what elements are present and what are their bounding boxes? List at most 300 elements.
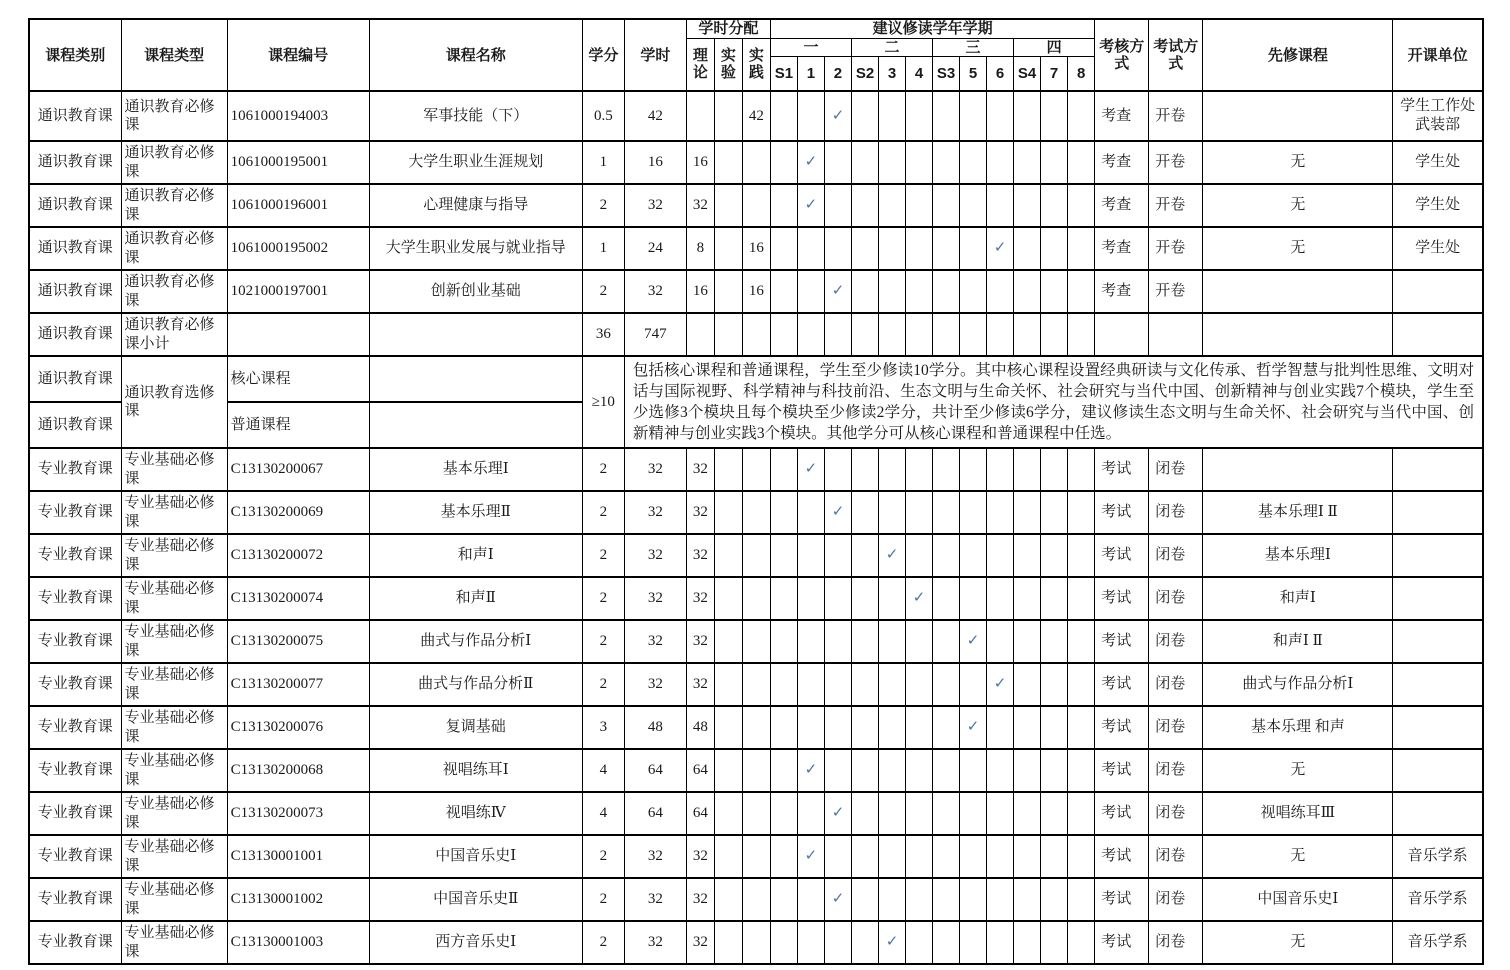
- semester-cell: [960, 577, 987, 620]
- cell-prereq: [1203, 448, 1393, 491]
- semester-cell: [906, 663, 933, 706]
- semester-cell: [1014, 534, 1041, 577]
- cell-credits: 2: [582, 878, 624, 921]
- header-year-1: 一: [770, 38, 851, 56]
- check-icon: ✓: [797, 141, 824, 184]
- cell-name: 复调基础: [369, 706, 582, 749]
- cell-assess: 考查: [1095, 91, 1149, 141]
- semester-cell: [1068, 534, 1095, 577]
- semester-cell: [1014, 313, 1041, 356]
- check-icon: ✓: [824, 491, 851, 534]
- semester-cell: [987, 313, 1014, 356]
- cell-prereq: 无: [1203, 227, 1393, 270]
- cell-exam: 闭卷: [1149, 663, 1203, 706]
- cell-theory: 32: [686, 491, 714, 534]
- check-icon: ✓: [879, 534, 906, 577]
- check-icon: ✓: [960, 706, 987, 749]
- cell-lab: [714, 749, 742, 792]
- semester-cell: [960, 491, 987, 534]
- semester-cell: [1068, 577, 1095, 620]
- cell-type: 专业基础必修课: [121, 921, 227, 964]
- cell-category: 专业教育课: [29, 491, 121, 534]
- cell-exam: 开卷: [1149, 184, 1203, 227]
- semester-cell: [933, 921, 960, 964]
- cell-credits: 2: [582, 491, 624, 534]
- cell-unit: 音乐学系: [1393, 835, 1483, 878]
- cell-practice: [742, 792, 770, 835]
- semester-cell: [1041, 448, 1068, 491]
- cell-prereq: 无: [1203, 835, 1393, 878]
- cell-prereq: 中国音乐史Ⅰ: [1203, 878, 1393, 921]
- table-row: [29, 91, 1483, 141]
- header-hours-dist: 学时分配: [686, 19, 770, 38]
- cell-code: C13130001003: [227, 921, 369, 964]
- cell-theory: 32: [686, 534, 714, 577]
- semester-cell: [960, 878, 987, 921]
- semester-cell: [797, 91, 824, 141]
- cell-prereq: [1203, 270, 1393, 313]
- header-sem-2: 2: [824, 56, 851, 91]
- cell-name: 和声Ⅰ: [369, 534, 582, 577]
- cell-assess: 考试: [1095, 620, 1149, 663]
- semester-cell: [770, 706, 797, 749]
- semester-cell: [1041, 141, 1068, 184]
- semester-cell: [824, 921, 851, 964]
- cell-code: C13130200068: [227, 749, 369, 792]
- cell-credits: 2: [582, 577, 624, 620]
- semester-cell: [1068, 313, 1095, 356]
- semester-cell: [1041, 663, 1068, 706]
- cell-theory: 48: [686, 706, 714, 749]
- semester-cell: [1068, 141, 1095, 184]
- semester-cell: [987, 792, 1014, 835]
- cell-credits: 4: [582, 749, 624, 792]
- semester-cell: [824, 534, 851, 577]
- cell-assess: 考试: [1095, 448, 1149, 491]
- curriculum-table: [28, 18, 1484, 965]
- cell-lab: [714, 577, 742, 620]
- semester-cell: [879, 620, 906, 663]
- cell-unit: [1393, 270, 1483, 313]
- check-icon: ✓: [824, 792, 851, 835]
- cell-unit: [1393, 663, 1483, 706]
- semester-cell: [933, 448, 960, 491]
- header-semester-plan: 建议修读学年学期: [770, 19, 1094, 38]
- cell-category: 专业教育课: [29, 792, 121, 835]
- header-sem-s4: S4: [1014, 56, 1041, 91]
- semester-cell: [851, 448, 878, 491]
- cell-code: [227, 313, 369, 356]
- cell-category: 通识教育课: [29, 270, 121, 313]
- cell-name: 心理健康与指导: [369, 184, 582, 227]
- cell-prereq: 基本乐理Ⅰ: [1203, 534, 1393, 577]
- cell-category: 通识教育课: [29, 313, 121, 356]
- cell-code: 普通课程: [227, 402, 369, 448]
- cell-code: C13130200073: [227, 792, 369, 835]
- cell-unit: [1393, 534, 1483, 577]
- cell-assess: 考试: [1095, 835, 1149, 878]
- cell-exam: 闭卷: [1149, 620, 1203, 663]
- cell-lab: [714, 141, 742, 184]
- semester-cell: [906, 141, 933, 184]
- semester-cell: [1041, 835, 1068, 878]
- cell-hours: 32: [624, 878, 686, 921]
- cell-category: 专业教育课: [29, 448, 121, 491]
- table-row: [29, 270, 1483, 313]
- cell-assess: 考试: [1095, 792, 1149, 835]
- cell-credits: 3: [582, 706, 624, 749]
- cell-unit: 音乐学系: [1393, 921, 1483, 964]
- semester-cell: [933, 835, 960, 878]
- cell-type: 专业基础必修课: [121, 577, 227, 620]
- cell-unit: [1393, 620, 1483, 663]
- cell-type: 专业基础必修课: [121, 534, 227, 577]
- cell-theory: [686, 91, 714, 141]
- header-sem-1: 1: [797, 56, 824, 91]
- cell-name: 基本乐理Ⅰ: [369, 448, 582, 491]
- cell-lab: [714, 792, 742, 835]
- semester-cell: [1041, 921, 1068, 964]
- semester-cell: [879, 270, 906, 313]
- semester-cell: [933, 270, 960, 313]
- semester-cell: [906, 749, 933, 792]
- header-credits: 学分: [582, 19, 624, 91]
- cell-name: [369, 402, 582, 448]
- cell-assess: 考查: [1095, 227, 1149, 270]
- semester-cell: [797, 313, 824, 356]
- cell-practice: [742, 448, 770, 491]
- semester-cell: [1041, 749, 1068, 792]
- check-icon: ✓: [960, 620, 987, 663]
- cell-theory: 32: [686, 878, 714, 921]
- cell-name: 基本乐理Ⅱ: [369, 491, 582, 534]
- semester-cell: [1041, 184, 1068, 227]
- cell-theory: 32: [686, 577, 714, 620]
- semester-cell: [824, 184, 851, 227]
- header-sem-8: 8: [1068, 56, 1095, 91]
- semester-cell: [879, 141, 906, 184]
- semester-cell: [1014, 577, 1041, 620]
- table-row: [29, 356, 1483, 402]
- semester-cell: [933, 491, 960, 534]
- semester-cell: [851, 663, 878, 706]
- check-icon: ✓: [824, 878, 851, 921]
- cell-credits: 2: [582, 270, 624, 313]
- cell-type: 专业基础必修课: [121, 749, 227, 792]
- cell-practice: 16: [742, 270, 770, 313]
- semester-cell: [1041, 706, 1068, 749]
- cell-category: 专业教育课: [29, 835, 121, 878]
- cell-credits: ≥10: [582, 356, 624, 448]
- semester-cell: [770, 270, 797, 313]
- semester-cell: [1041, 313, 1068, 356]
- semester-cell: [1068, 878, 1095, 921]
- cell-theory: 32: [686, 184, 714, 227]
- semester-cell: [987, 878, 1014, 921]
- cell-prereq: 基本乐理 和声: [1203, 706, 1393, 749]
- cell-hours: 32: [624, 835, 686, 878]
- semester-cell: [824, 663, 851, 706]
- semester-cell: [1041, 534, 1068, 577]
- semester-cell: [770, 878, 797, 921]
- cell-lab: [714, 227, 742, 270]
- semester-cell: [906, 878, 933, 921]
- semester-cell: [933, 313, 960, 356]
- cell-practice: [742, 491, 770, 534]
- semester-cell: [797, 534, 824, 577]
- semester-cell: [1014, 835, 1041, 878]
- semester-cell: [1014, 663, 1041, 706]
- cell-category: 专业教育课: [29, 749, 121, 792]
- cell-unit: [1393, 491, 1483, 534]
- header-theory: 理论: [686, 38, 714, 91]
- cell-theory: [686, 313, 714, 356]
- semester-cell: [851, 491, 878, 534]
- cell-credits: 2: [582, 921, 624, 964]
- cell-assess: 考试: [1095, 921, 1149, 964]
- semester-cell: [879, 663, 906, 706]
- semester-cell: [906, 534, 933, 577]
- cell-credits: 2: [582, 448, 624, 491]
- cell-exam: 闭卷: [1149, 706, 1203, 749]
- table-row: [29, 835, 1483, 878]
- cell-assess: 考查: [1095, 270, 1149, 313]
- header-row-1: [29, 19, 1483, 38]
- cell-lab: [714, 270, 742, 313]
- cell-hours: 32: [624, 534, 686, 577]
- semester-cell: [1068, 91, 1095, 141]
- semester-cell: [824, 620, 851, 663]
- semester-cell: [1041, 491, 1068, 534]
- cell-credits: 1: [582, 141, 624, 184]
- semester-cell: [933, 663, 960, 706]
- semester-cell: [987, 184, 1014, 227]
- semester-cell: [960, 141, 987, 184]
- header-practice: 实践: [742, 38, 770, 91]
- header-year-4: 四: [1014, 38, 1095, 56]
- semester-cell: [1068, 792, 1095, 835]
- semester-cell: [1014, 270, 1041, 313]
- cell-category: 专业教育课: [29, 620, 121, 663]
- semester-cell: [797, 227, 824, 270]
- semester-cell: [851, 878, 878, 921]
- semester-cell: [824, 577, 851, 620]
- header-sem-5: 5: [960, 56, 987, 91]
- cell-credits: 2: [582, 835, 624, 878]
- semester-cell: [797, 270, 824, 313]
- check-icon: ✓: [797, 184, 824, 227]
- cell-name: 大学生职业发展与就业指导: [369, 227, 582, 270]
- semester-cell: [987, 749, 1014, 792]
- semester-cell: [906, 706, 933, 749]
- semester-cell: [824, 141, 851, 184]
- cell-prereq: 无: [1203, 141, 1393, 184]
- cell-exam: [1149, 313, 1203, 356]
- cell-lab: [714, 706, 742, 749]
- semester-cell: [1014, 491, 1041, 534]
- cell-hours: 32: [624, 448, 686, 491]
- cell-code: 1061000195001: [227, 141, 369, 184]
- table-row: [29, 448, 1483, 491]
- semester-cell: [960, 227, 987, 270]
- cell-code: C13130200075: [227, 620, 369, 663]
- cell-hours: 32: [624, 491, 686, 534]
- cell-theory: 32: [686, 921, 714, 964]
- cell-hours: 48: [624, 706, 686, 749]
- cell-code: C13130001002: [227, 878, 369, 921]
- semester-cell: [933, 577, 960, 620]
- semester-cell: [770, 663, 797, 706]
- cell-name: [369, 356, 582, 402]
- cell-theory: 8: [686, 227, 714, 270]
- cell-type: 通识教育必修课: [121, 141, 227, 184]
- table-row: [29, 491, 1483, 534]
- cell-theory: 32: [686, 835, 714, 878]
- semester-cell: [1014, 227, 1041, 270]
- header-lab: 实验: [714, 38, 742, 91]
- semester-cell: [1068, 270, 1095, 313]
- header-sem-s3: S3: [933, 56, 960, 91]
- header-category: 课程类别: [29, 19, 121, 91]
- table-row: [29, 227, 1483, 270]
- semester-cell: [851, 141, 878, 184]
- cell-hours: 64: [624, 792, 686, 835]
- semester-cell: [1068, 227, 1095, 270]
- semester-cell: [1068, 448, 1095, 491]
- semester-cell: [906, 313, 933, 356]
- cell-code: 1061000194003: [227, 91, 369, 141]
- semester-cell: [824, 313, 851, 356]
- semester-cell: [797, 577, 824, 620]
- semester-cell: [960, 835, 987, 878]
- header-year-2: 二: [851, 38, 932, 56]
- semester-cell: [1014, 792, 1041, 835]
- cell-assess: 考试: [1095, 491, 1149, 534]
- cell-name: 视唱练Ⅳ: [369, 792, 582, 835]
- cell-category: 通识教育课: [29, 402, 121, 448]
- semester-cell: [987, 491, 1014, 534]
- cell-theory: 64: [686, 749, 714, 792]
- cell-assess: 考查: [1095, 141, 1149, 184]
- cell-lab: [714, 491, 742, 534]
- cell-prereq: 无: [1203, 921, 1393, 964]
- cell-exam: 开卷: [1149, 91, 1203, 141]
- semester-cell: [960, 184, 987, 227]
- cell-lab: [714, 878, 742, 921]
- table-row: [29, 141, 1483, 184]
- semester-cell: [797, 792, 824, 835]
- cell-type: 专业基础必修课: [121, 706, 227, 749]
- semester-cell: [960, 749, 987, 792]
- cell-exam: 闭卷: [1149, 448, 1203, 491]
- cell-unit: 学生处: [1393, 227, 1483, 270]
- semester-cell: [933, 792, 960, 835]
- cell-practice: [742, 141, 770, 184]
- cell-name: 曲式与作品分析Ⅰ: [369, 620, 582, 663]
- table-row: [29, 921, 1483, 964]
- cell-credits: 36: [582, 313, 624, 356]
- cell-unit: [1393, 706, 1483, 749]
- semester-cell: [851, 921, 878, 964]
- cell-lab: [714, 663, 742, 706]
- cell-code: 1061000195002: [227, 227, 369, 270]
- cell-practice: 42: [742, 91, 770, 141]
- table-row: [29, 577, 1483, 620]
- cell-assess: [1095, 313, 1149, 356]
- semester-cell: [1041, 227, 1068, 270]
- cell-unit: [1393, 749, 1483, 792]
- check-icon: ✓: [824, 270, 851, 313]
- semester-cell: [879, 184, 906, 227]
- cell-practice: [742, 835, 770, 878]
- cell-hours: 32: [624, 184, 686, 227]
- cell-exam: 开卷: [1149, 227, 1203, 270]
- semester-cell: [797, 663, 824, 706]
- cell-type: 专业基础必修课: [121, 448, 227, 491]
- semester-cell: [770, 184, 797, 227]
- cell-unit: 学生工作处武装部: [1393, 91, 1483, 141]
- table-row: [29, 620, 1483, 663]
- semester-cell: [851, 577, 878, 620]
- semester-cell: [851, 184, 878, 227]
- header-sem-4: 4: [906, 56, 933, 91]
- header-exam: 考试方式: [1149, 19, 1203, 91]
- cell-prereq: 视唱练耳Ⅲ: [1203, 792, 1393, 835]
- semester-cell: [933, 534, 960, 577]
- semester-cell: [824, 706, 851, 749]
- cell-practice: [742, 749, 770, 792]
- semester-cell: [1068, 663, 1095, 706]
- semester-cell: [797, 921, 824, 964]
- cell-practice: [742, 620, 770, 663]
- cell-practice: [742, 921, 770, 964]
- semester-cell: [1068, 749, 1095, 792]
- semester-cell: [960, 448, 987, 491]
- cell-theory: 16: [686, 141, 714, 184]
- semester-cell: [851, 270, 878, 313]
- semester-cell: [1041, 792, 1068, 835]
- cell-unit: 学生处: [1393, 141, 1483, 184]
- header-name: 课程名称: [369, 19, 582, 91]
- table-row: [29, 878, 1483, 921]
- semester-cell: [824, 835, 851, 878]
- semester-cell: [879, 313, 906, 356]
- semester-cell: [906, 184, 933, 227]
- cell-name: 军事技能（下）: [369, 91, 582, 141]
- cell-lab: [714, 184, 742, 227]
- cell-prereq: 基本乐理Ⅰ Ⅱ: [1203, 491, 1393, 534]
- cell-assess: 考试: [1095, 878, 1149, 921]
- cell-prereq: 无: [1203, 184, 1393, 227]
- semester-cell: [797, 706, 824, 749]
- cell-exam: 开卷: [1149, 141, 1203, 184]
- cell-unit: [1393, 448, 1483, 491]
- cell-category: 通识教育课: [29, 141, 121, 184]
- semester-cell: [770, 313, 797, 356]
- semester-cell: [960, 534, 987, 577]
- semester-cell: [906, 921, 933, 964]
- cell-unit: [1393, 313, 1483, 356]
- cell-credits: 2: [582, 620, 624, 663]
- cell-practice: [742, 706, 770, 749]
- semester-cell: [906, 227, 933, 270]
- semester-cell: [906, 448, 933, 491]
- semester-cell: [879, 749, 906, 792]
- cell-practice: [742, 878, 770, 921]
- semester-cell: [851, 227, 878, 270]
- cell-lab: [714, 313, 742, 356]
- cell-exam: 闭卷: [1149, 749, 1203, 792]
